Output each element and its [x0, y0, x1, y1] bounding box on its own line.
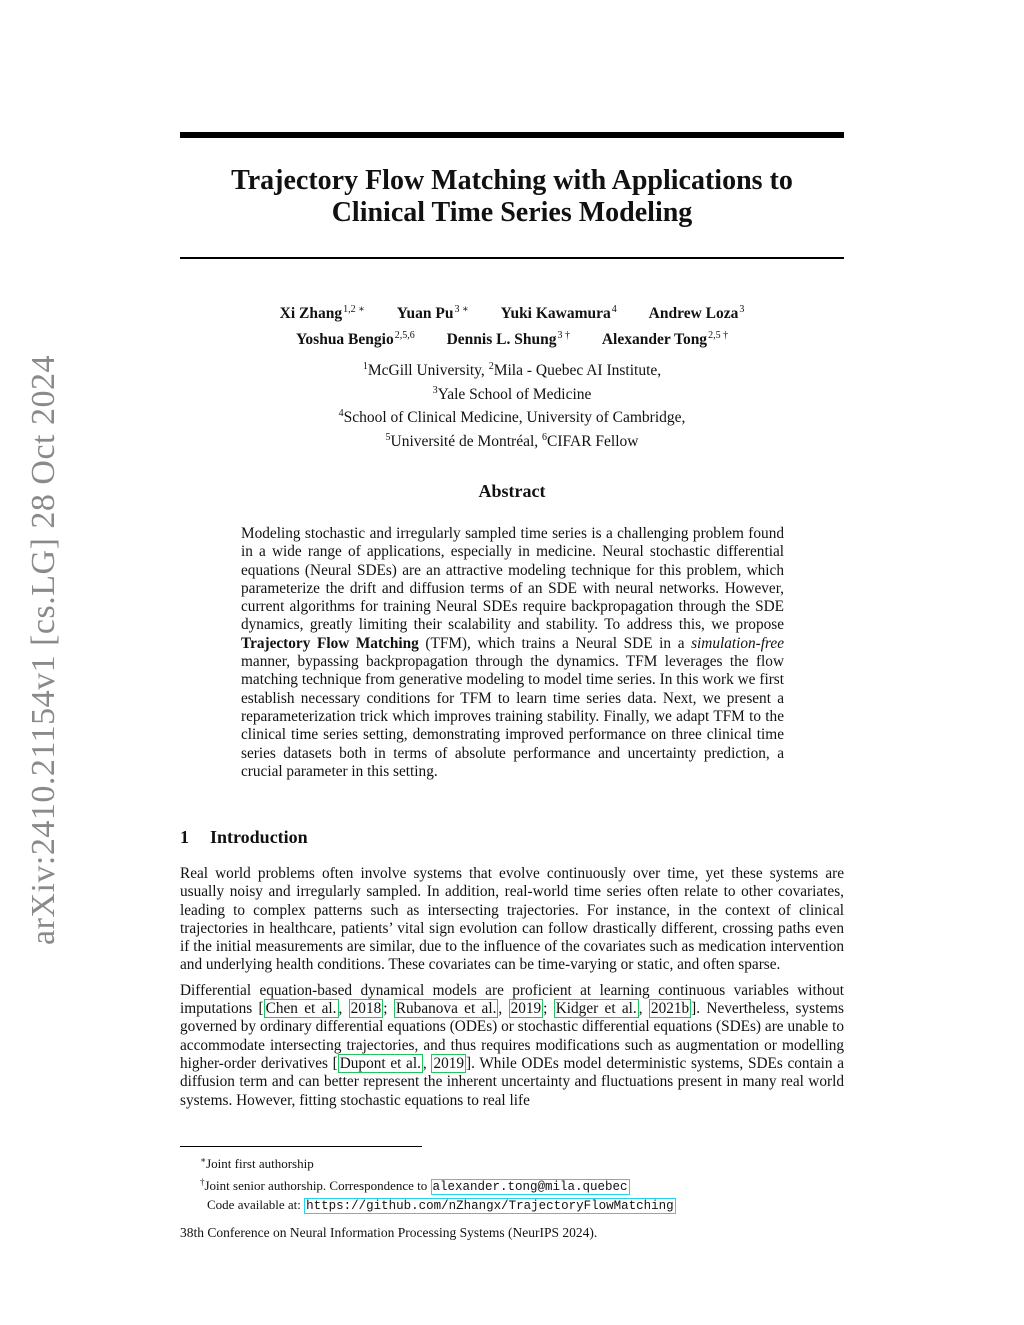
author-name: Yuki Kawamura$^4$ [500, 304, 617, 322]
citation-link-chen-year[interactable]: 2018 [350, 1000, 382, 1018]
citation-link-rubanova-year[interactable]: 2019 [510, 1000, 542, 1018]
author-list [180, 299, 844, 351]
arxiv-identifier-stamp[interactable] [14, 355, 74, 945]
citation-link-chen[interactable]: Chen et al. [265, 1000, 337, 1018]
paper-title-line-2: Clinical Time Series Modeling [331, 197, 693, 228]
section-number: 1 [180, 827, 189, 847]
footnote-joint-senior: †Joint senior authorship. Correspondence to alexander.tong@mila.quebec [200, 1177, 628, 1194]
tfm-term: Trajectory Flow Matching [241, 634, 419, 652]
code-repository-link[interactable]: https://github.com/nZhangx/TrajectoryFlowMatching [306, 1199, 674, 1213]
affiliations [180, 357, 844, 451]
footnote-rule [180, 1146, 422, 1147]
intro-paragraph-2: Differential equation-based dynamical models are proficient at learning continuous variables without imputations [ Chen et al. , 2018 ; Rubanova et al. , 2019 ; Kidger et al. , 2021b ]. Nevertheless, systems governed by ordinary differential equations (ODEs) or stochastic differential equations (SDEs) are unable to accommodate intersecting trajectories, and thus requires modifications such as augmentation or modelling higher-order derivatives [ Dupont et al. , 2019 ]. While ODEs model deterministic systems, SDEs contain a diffusion term and can better represent the inherent uncertainty and fluctuations present in many real world systems. However, fitting stochastic equations to real life [180, 981, 845, 1109]
author-row-2 [180, 325, 844, 351]
citation-link-dupont[interactable]: Dupont et al. [339, 1054, 421, 1072]
citation-link-kidger[interactable]: Kidger et al. [555, 1000, 637, 1018]
title-bottom-rule [180, 257, 844, 259]
affiliation-line: $^5$Université de Montréal, $^6$CIFAR Fellow [385, 431, 639, 450]
title-top-rule [180, 132, 844, 138]
author-name: Yoshua Bengio$^{2,5,6}$ [295, 330, 415, 348]
author-name: Yuan $Pu^{3 ∗}$ [396, 304, 469, 322]
footnote-joint-first: ∗Joint first authorship [200, 1155, 314, 1171]
simulation-free-term: simulation-free [691, 634, 784, 652]
email-link[interactable]: alexander.tong@mila.quebec [432, 1180, 628, 1194]
citation-link-rubanova[interactable]: Rubanova et al. [395, 1000, 497, 1018]
affiliation-line: $^4$School of Clinical Medicine, University of Cambridge, [338, 408, 686, 426]
paper-title [180, 165, 844, 229]
section-heading-introduction [180, 827, 844, 848]
citation-link-kidger-year[interactable]: 2021b [650, 1000, 690, 1018]
citation-link-dupont-year[interactable]: 2019 [433, 1054, 465, 1072]
venue-note: 38th Conference on Neural Information Processing Systems (NeurIPS 2024). [180, 1225, 598, 1240]
intro-paragraph-1: Real world problems often involve systems that evolve continuously over time, yet these systems are usually noisy and irregularly sampled. In addition, real-world time series often relate to other covariates, leading to complex patterns such as intersecting trajectories. For instance, in the context of clinical trajectories in healthcare, patients’ vital sign evolution can follow drastically different, crossing paths even if the initial measurements are similar, due to the influence of the covariates such as medication intervention and underlying health conditions. These covariates can be time-varying or static, and often sparse. [180, 865, 844, 974]
introduction-body [180, 865, 844, 1117]
affiliation-line: $^3$Yale School of Medicine [432, 384, 592, 403]
abstract-heading: Abstract [478, 481, 546, 501]
paper-title-line-1: Trajectory Flow Matching with Applications to [231, 165, 793, 196]
author-name: Xi Zhang$^{1,2 ∗}$ [279, 304, 365, 322]
author-name: Alexander Tong$^{2,5 \dagger}$ [601, 330, 729, 348]
footnote-code: Code available at: https://github.com/nZhangx/TrajectoryFlowMatching [207, 1197, 674, 1213]
author-name: Dennis L. Shung$^{3 \dagger}$ [446, 330, 570, 348]
footnotes [200, 1151, 840, 1215]
arxiv-identifier-text: arXiv:2410.21154v1 [cs.LG] 28 Oct 2024 [25, 355, 63, 945]
affiliation-line: $^1$McGill University, $^2$Mila - Quebec AI Institute, [362, 361, 662, 379]
section-title: Introduction [210, 827, 308, 847]
abstract-body: Modeling stochastic and irregularly sampled time series is a challenging problem found in a wide range of applications, especially in medicine. Neural stochastic differential equations (Neural SDEs) are an attractive modeling technique for this problem, which parameterize the drift and diffusion terms of an SDE with neural networks. However, current algorithms for training Neural SDEs require backpropagation through the SDE dynamics, greatly limiting their scalability and stability. To address this, we propose Trajectory Flow Matching (TFM), which trains a Neural SDE in a simulation-free manner, bypassing backpropagation through the dynamics. TFM leverages the flow matching technique from generative modeling to model time series. In this work we first establish necessary conditions for TFM to learn time series data. Next, we present a reparameterization trick which improves training stability. Finally, we adapt TFM to the clinical time series setting, demonstrating improved performance on three clinical time series datasets both in terms of absolute performance and uncertainty prediction, a crucial parameter in this setting. [241, 525, 784, 780]
author-row-1 [180, 299, 844, 325]
author-name: Andrew Loza$^3$ [648, 304, 745, 322]
